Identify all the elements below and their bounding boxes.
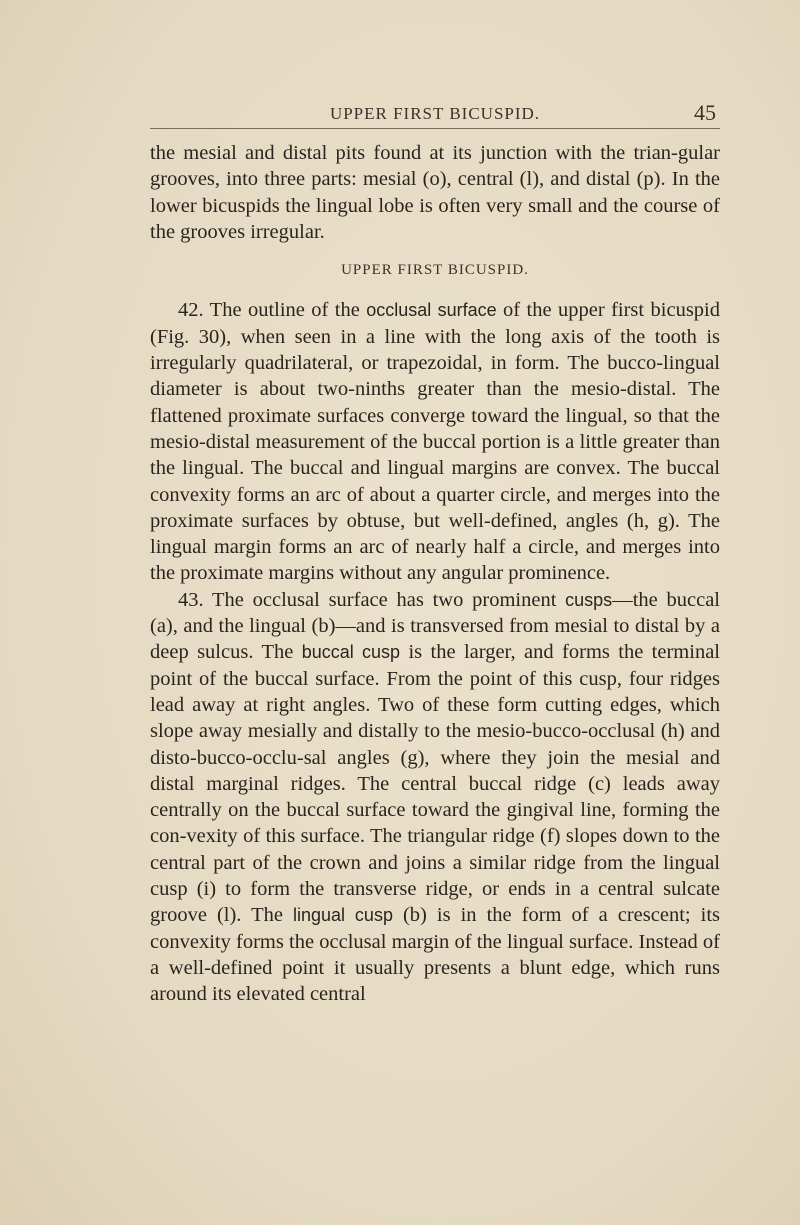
paragraph-43 bbox=[150, 587, 720, 1008]
running-header bbox=[150, 98, 720, 129]
paragraph-43-part3: (b) is in the form of a crescent; its convexity forms the occlusal margin of the lingual surface. Instead of a well-defined point it usually presents a blunt edge, which runs around its elevated central bbox=[150, 904, 720, 1006]
term-cusps: cusps bbox=[565, 589, 613, 610]
paragraph-42-lead: 42. The outline of the bbox=[178, 299, 367, 322]
term-buccal-cusp: buccal cusp bbox=[301, 642, 401, 663]
running-title: UPPER FIRST BICUSPID. bbox=[329, 104, 541, 123]
term-occlusal-surface: occlusal surface bbox=[366, 300, 497, 321]
paragraph-43-part1: —the buccal (a), and the lingual (b)—and is transversed from mesial to distal by a deep sulcus. The bbox=[150, 588, 720, 664]
page-number: 45 bbox=[694, 100, 716, 125]
paragraph-42 bbox=[150, 297, 720, 586]
paragraph-43-lead: 43. The occlusal surface has two prominent bbox=[178, 588, 566, 611]
section-heading: UPPER FIRST BICUSPID. bbox=[341, 262, 529, 279]
body-text bbox=[150, 140, 720, 1008]
paragraph-continuation: the mesial and distal pits found at its junction with the trian-gular grooves, into three parts: mesial (o), central (l), and distal (p). In the lower bicuspids the lingual lobe is often very small and the course of the grooves irregular. bbox=[150, 142, 720, 243]
paragraph-42-body: of the upper first bicuspid (Fig. 30), when seen in a line with the long axis of the tooth is irregularly quadrilateral, or trapezoidal, in form. The bucco-lingual diameter is about two-ninths greater than the mesio-distal. The flattened proximate surfaces converge toward the lingual, so that the mesio-distal measurement of the buccal portion is a little greater than the lingual. The buccal and lingual margins are convex. The buccal convexity forms an arc of about a quarter circle, and merges into the proximate surfaces by obtuse, but well-defined, angles (h, g). The lingual margin forms an arc of nearly half a circle, and merges into the proximate margins without any angular prominence. bbox=[150, 299, 720, 585]
paragraph-43-part2: is the larger, and forms the terminal point of the buccal surface. From the point of this cusp, four ridges lead away at right angles. Two of these form cutting edges, which slope away mesially and distally to the mesio-bucco-occlusal (h) and disto-bucco-occlu-sal angles (g), where they join the mesial and distal marginal ridges. The central buccal ridge (c) leads away centrally on the buccal surface toward the gingival line, forming the con-vexity of this surface. The triangular ridge (f) slopes down to the central part of the crown and joins a similar ridge from the lingual cusp (i) to form the transverse ridge, or ends in a central sulcate groove (l). The bbox=[150, 641, 720, 927]
term-lingual-cusp: lingual cusp bbox=[292, 905, 393, 926]
